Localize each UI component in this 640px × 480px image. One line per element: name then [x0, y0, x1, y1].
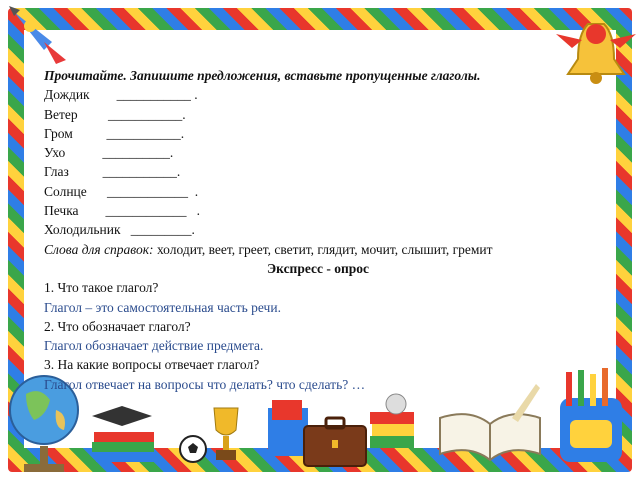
quiz-title: Экспресс - опрос: [266, 260, 370, 276]
sentence-line: Дождик ___________ .: [44, 87, 198, 103]
sentence-line: Глаз ___________.: [44, 164, 181, 180]
sentence-line: Ухо __________.: [44, 145, 174, 161]
hints-label: Слова для справок:: [44, 241, 154, 257]
books-stack-icon: [366, 392, 418, 466]
sentence-line: Холодильник _________.: [44, 222, 195, 238]
sentence-line: Гром ___________.: [44, 125, 185, 141]
hints-line: [44, 240, 592, 259]
instruction-text: Прочитайте. Запишите предложения, вставьте пропущенные глаголы.: [44, 68, 481, 83]
rocket-icon: [4, 2, 76, 68]
quiz-question: 2. Что обозначает глагол?: [44, 318, 191, 334]
quiz-answer: Глагол обозначает действие предмета.: [44, 338, 264, 354]
trophy-icon: [208, 404, 244, 466]
quiz-question: 1. Что такое глагол?: [44, 280, 159, 296]
sentence-line: Печка ____________ .: [44, 203, 201, 219]
briefcase-icon: [300, 412, 370, 470]
quiz-answer: Глагол – это самостоятельная часть речи.: [44, 299, 281, 315]
quiz-question: 3. На какие вопросы отвечает глагол?: [44, 357, 260, 373]
sentence-line: Солнце ____________ .: [44, 183, 199, 199]
quiz-answer: Глагол отвечает на вопросы что делать? что сделать? …: [44, 376, 366, 392]
books-icon: [86, 402, 160, 466]
worksheet-content: [44, 66, 592, 394]
ball-icon: [178, 434, 208, 464]
sentence-line: Ветер ___________.: [44, 106, 186, 122]
hints-words: холодит, веет, греет, светит, глядит, мочит, слышит, гремит: [153, 241, 493, 257]
